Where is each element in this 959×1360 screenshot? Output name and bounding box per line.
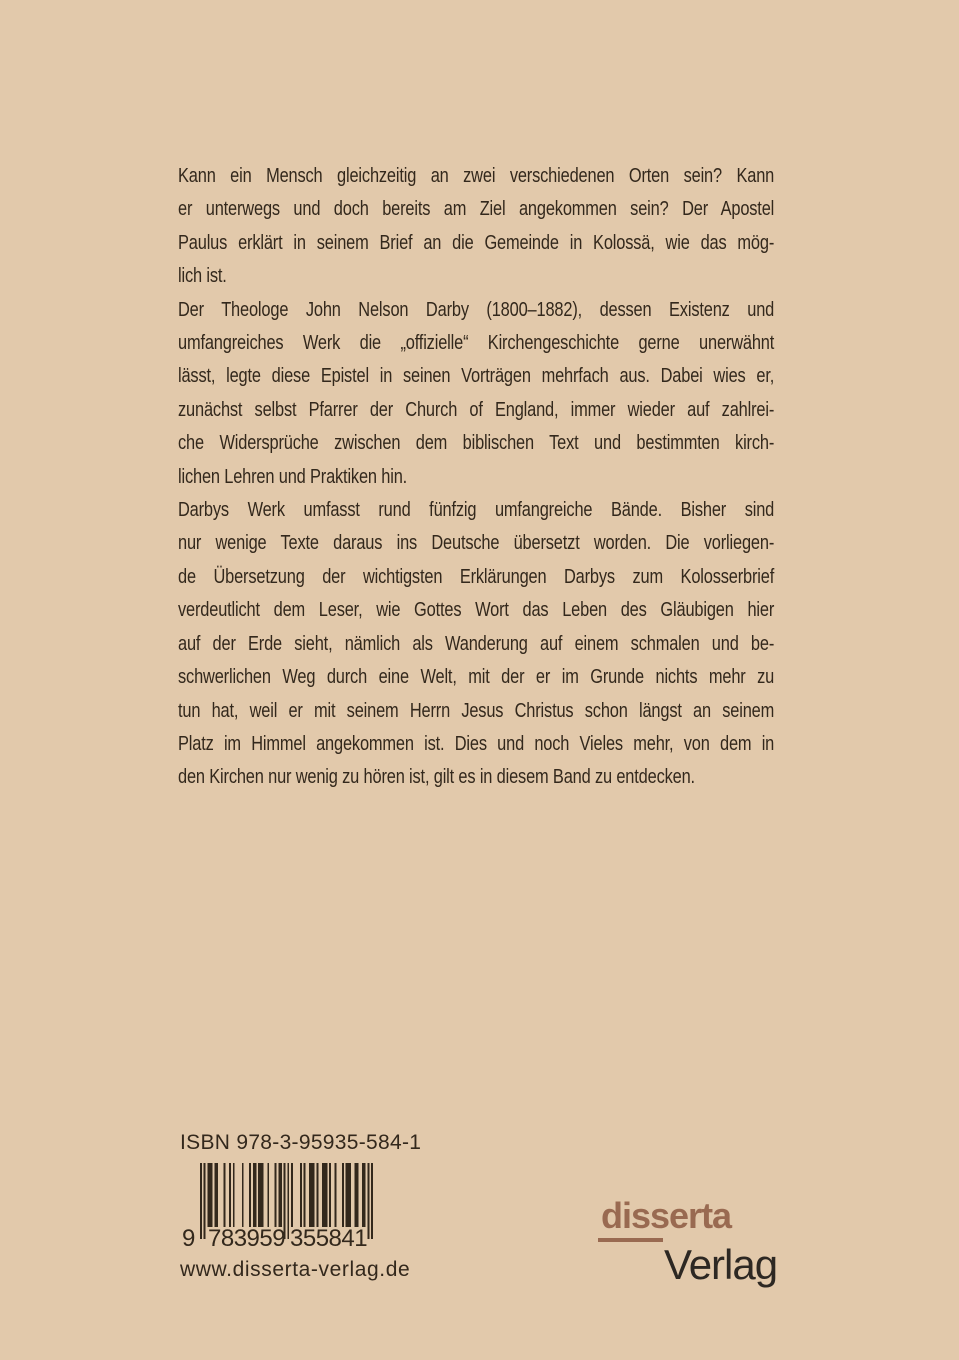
logo-underline bbox=[598, 1238, 663, 1242]
text-line: tun hat, weil er mit seinem Herrn Jesus Christus schon längst an seinem bbox=[178, 699, 775, 722]
isbn-label: ISBN 978-3-95935-584-1 bbox=[180, 1131, 422, 1154]
text-line: lich ist. bbox=[178, 265, 227, 288]
text-line: verdeutlicht dem Leser, wie Gottes Wort das Leben des Gläubigen hier bbox=[178, 599, 775, 622]
text-line: Darbys Werk umfasst rund fünfzig umfangreiche Bände. Bisher sind bbox=[178, 499, 775, 522]
barcode-digit-group1: 783959 bbox=[208, 1225, 286, 1252]
text-line: umfangreiches Werk die „offizielle“ Kirchengeschichte gerne unerwähnt bbox=[178, 332, 775, 355]
text-line: Paulus erklärt in seinem Brief an die Gemeinde in Kolossä, wie das mög- bbox=[178, 231, 775, 254]
publisher-wordmark-disserta: disserta bbox=[601, 1195, 732, 1236]
text-line: Platz im Himmel angekommen ist. Dies und noch Vieles mehr, von dem in bbox=[178, 732, 775, 755]
text-line: den Kirchen nur wenig zu hören ist, gilt es in diesem Band zu entdecken. bbox=[178, 766, 695, 789]
text-line: Der Theologe John Nelson Darby (1800–1882), dessen Existenz und bbox=[178, 298, 775, 321]
text-line: Kann ein Mensch gleichzeitig an zwei verschiedenen Orten sein? Kann bbox=[178, 165, 775, 187]
text-line: zunächst selbst Pfarrer der Church of England, immer wieder auf zahlrei- bbox=[178, 398, 775, 421]
text-line: schwerlichen Weg durch eine Welt, mit der er im Grunde nichts mehr zu bbox=[178, 666, 775, 689]
text-line: nur wenige Texte daraus ins Deutsche übersetzt worden. Die vorliegen- bbox=[178, 532, 775, 555]
publisher-website-url: www.disserta-verlag.de bbox=[180, 1258, 411, 1281]
back-text bbox=[178, 160, 774, 795]
text-line: auf der Erde sieht, nämlich als Wanderung auf einem schmalen und be- bbox=[178, 632, 775, 655]
text-line: che Widersprüche zwischen dem biblischen Text und bestimmten kirch- bbox=[178, 432, 775, 455]
text-line: lichen Lehren und Praktiken hin. bbox=[178, 465, 408, 488]
barcode-digit-group2: 355841 bbox=[290, 1225, 368, 1252]
ean13-barcode bbox=[182, 1163, 382, 1255]
text-line: er unterwegs und doch bereits am Ziel angekommen sein? Der Apostel bbox=[178, 198, 775, 221]
publisher-logo bbox=[598, 1195, 788, 1295]
publisher-wordmark-verlag: Verlag bbox=[664, 1241, 778, 1288]
back-cover-blurb bbox=[178, 160, 774, 795]
text-line: de Übersetzung der wichtigsten Erklärungen Darbys zum Kolosserbrief bbox=[178, 565, 775, 588]
text-line: lässt, legte diese Epistel in seinen Vorträgen mehrfach aus. Dabei wies er, bbox=[178, 365, 775, 388]
barcode-digit-leading: 9 bbox=[182, 1225, 195, 1252]
